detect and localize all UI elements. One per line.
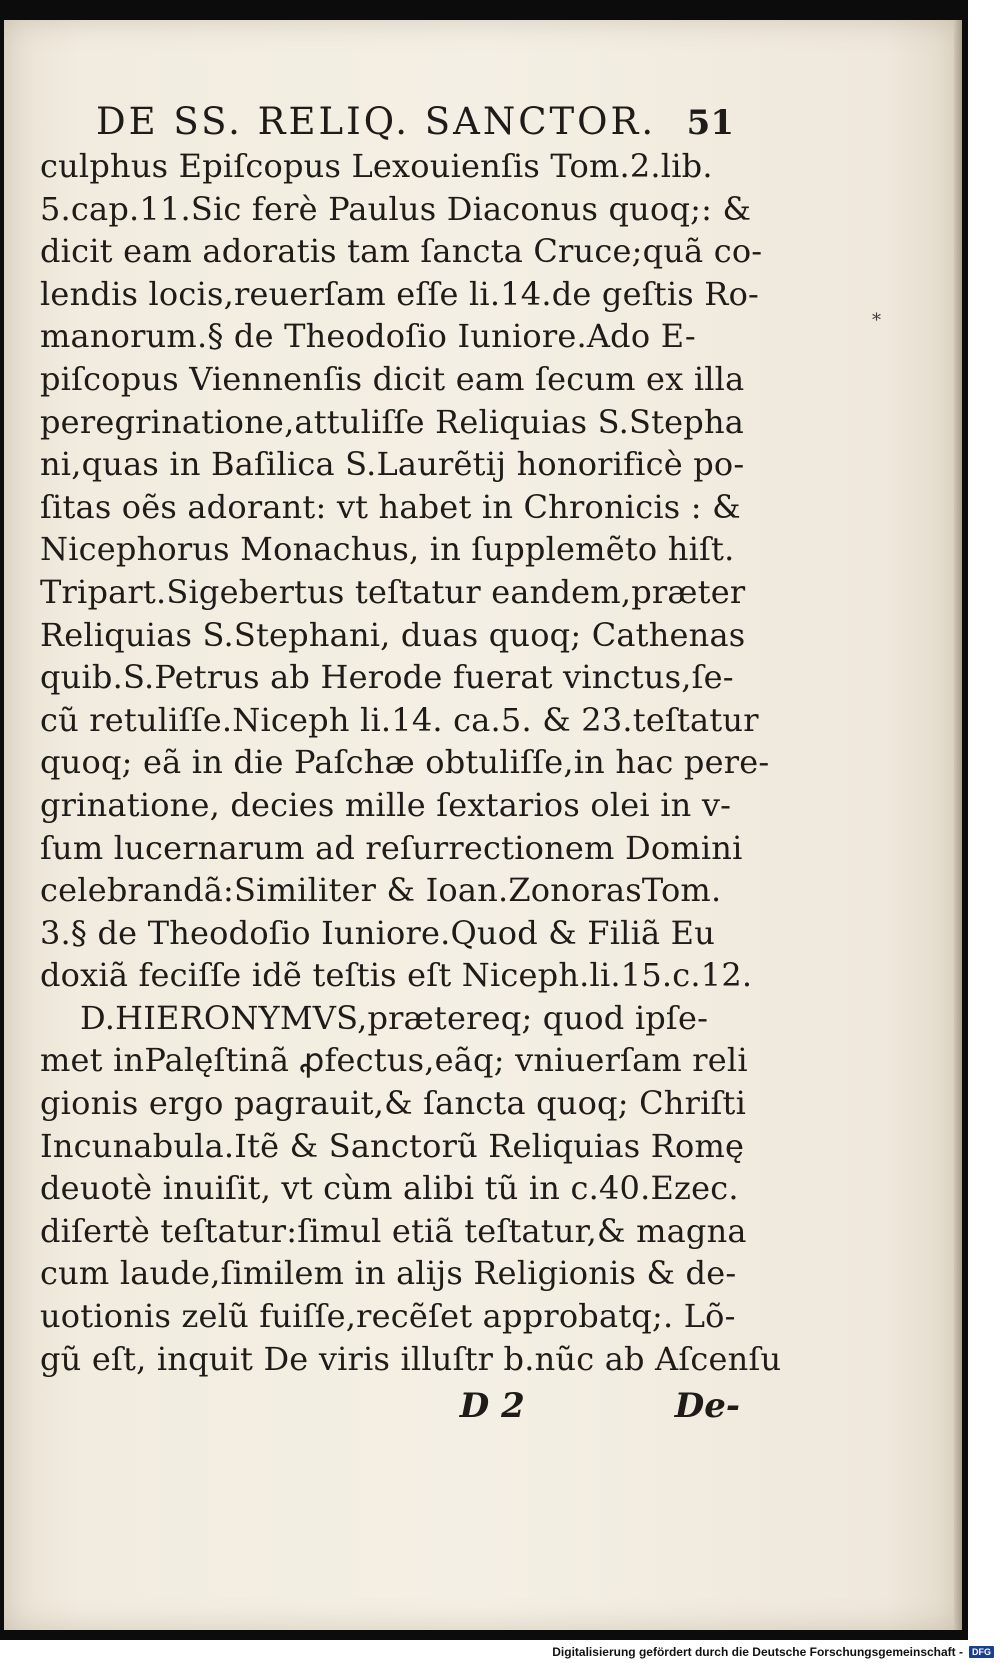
text-line: deuotè inuiſit, vt cùm alibi tũ in c.40.Ezec. — [40, 1169, 739, 1208]
page-edge — [954, 20, 962, 1630]
catchword: De- — [674, 1386, 740, 1427]
text-line: Tripart.Sigebertus teſtatur eandem,præter — [40, 572, 746, 611]
ink-speck: * — [872, 310, 881, 331]
text-line: ſum lucernarum ad reſurrectionem Domini — [40, 828, 743, 867]
running-title: DE SS. RELIQ. SANCTOR. — [96, 100, 657, 143]
text-line: dicit eam adoratis tam ſancta Cruce;quã co- — [40, 232, 763, 271]
running-head — [40, 100, 740, 143]
text-line: celebrandã:Similiter & Ioan.ZonorasTom. — [40, 871, 722, 910]
text-line: cũ retuliſſe.Niceph li.14. ca.5. & 23.teſtatur — [40, 700, 759, 739]
text-line: D.HIERONYMVS,prætereq; quod ipſe- — [80, 998, 709, 1037]
text-line: manorum.§ de Theodoſio Iuniore.Ado E- — [40, 317, 696, 356]
text-line: Reliquias S.Stephani, duas quoq; Cathenas — [40, 615, 746, 654]
text-line: doxiã feciſſe idẽ teſtis eſt Niceph.li.15.c.12. — [40, 956, 753, 995]
credit-text: Digitalisierung gefördert durch die Deutsche Forschungsgemeinschaft - — [552, 1644, 963, 1659]
text-line: ſitas oẽs adorant: vt habet in Chronicis : & — [40, 487, 741, 526]
text-line: quoq; eã in die Paſchæ obtuliſſe,in hac pere- — [40, 743, 770, 782]
dfg-logo: DFG — [969, 1646, 994, 1658]
text-lines — [40, 145, 782, 1380]
text-line: peregrinatione,attuliſſe Reliquias S.Stepha — [40, 402, 745, 441]
text-line: ni,quas in Baſilica S.Laurẽtij honorificè po- — [40, 445, 745, 484]
text-line: piſcopus Viennenſis dicit eam ſecum ex illa — [40, 359, 745, 398]
text-line: 5.cap.11.Sic ferè Paulus Diaconus quoq;: & — [40, 189, 752, 228]
text-line: gionis ergo pagrauit,& ſancta quoq; Chriſti — [40, 1084, 747, 1123]
text-line: quib.S.Petrus ab Herode fuerat vinctus,ſe- — [40, 658, 734, 697]
digitization-credit-bar — [0, 1640, 1000, 1663]
folio-number: 51 — [686, 103, 734, 143]
signature-mark: D 2 — [459, 1386, 525, 1427]
book-page — [4, 20, 962, 1630]
text-line: met inPalęſtinã ꝓfectus,eãq; vniuerſam reli — [40, 1041, 748, 1080]
text-line: 3.§ de Theodoſio Iuniore.Quod & Filiã Eu — [40, 913, 716, 952]
text-line: Nicephorus Monachus, in ſupplemẽto hiſt. — [40, 530, 735, 569]
text-line: grinatione, decies mille ſextarios olei in v- — [40, 785, 732, 824]
signature-line — [40, 1386, 740, 1426]
text-line: lendis locis,reuerſam eſſe li.14.de geſtis Ro- — [40, 274, 760, 313]
text-line: Incunabula.Itẽ & Sanctorũ Reliquias Romę — [40, 1126, 745, 1165]
text-line: uotionis zelũ fuiſſe,recẽſet approbatq;. Lõ- — [40, 1297, 736, 1336]
page-text-block — [40, 100, 782, 1427]
text-line: diſertè teſtatur:ſimul etiã teſtatur,& magna — [40, 1211, 747, 1250]
text-line: cum laude,ſimilem in alijs Religionis & de- — [40, 1254, 737, 1293]
text-line: gũ eſt, inquit De viris illuſtr b.nũc ab Aſcenſu — [40, 1339, 782, 1378]
text-line: culphus Epiſcopus Lexouienſis Tom.2.lib. — [40, 147, 713, 185]
